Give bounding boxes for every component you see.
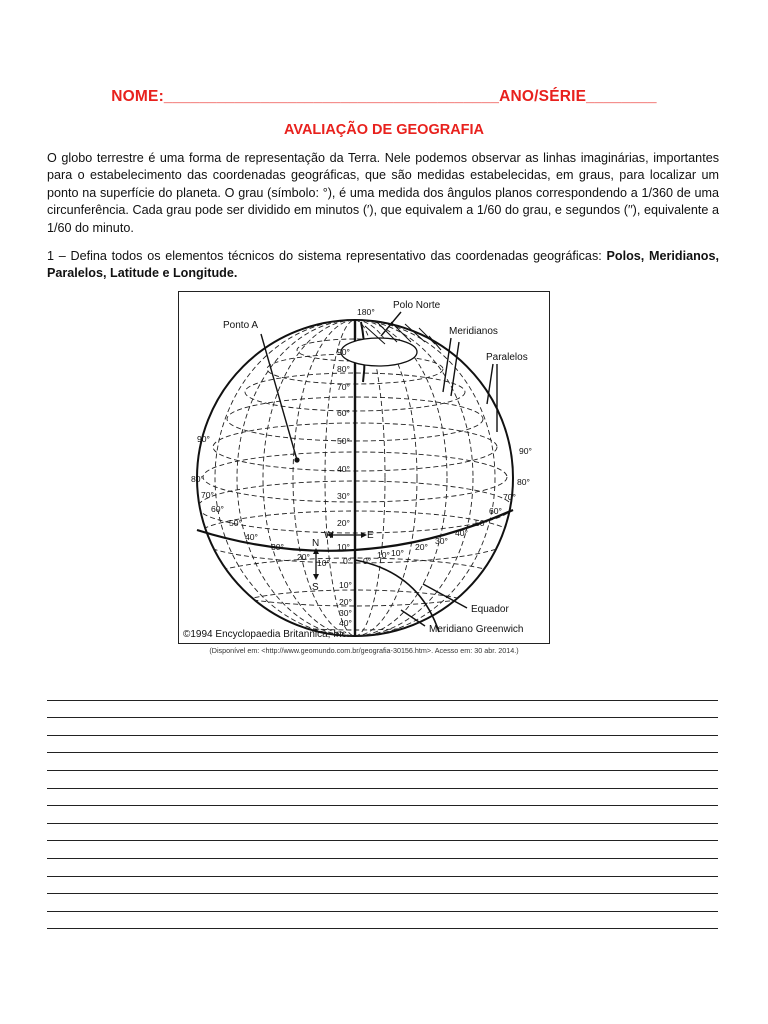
label-ponto-a: Ponto A	[223, 320, 259, 331]
answer-line[interactable]	[47, 877, 718, 895]
page-title: AVALIAÇÃO DE GEOGRAFIA	[283, 122, 485, 138]
answer-line[interactable]	[47, 824, 718, 842]
deg-label: 20°	[337, 518, 350, 528]
deg-label: 30°	[435, 536, 448, 546]
deg-label: 40°	[245, 532, 258, 542]
answer-line[interactable]	[47, 841, 718, 859]
deg-label: 50°	[475, 518, 488, 528]
deg-label: 80°	[337, 364, 350, 374]
deg-label: 60°	[489, 506, 502, 516]
answer-line[interactable]	[47, 718, 718, 736]
deg-label: 80°	[191, 474, 204, 484]
deg-label: 90°	[519, 446, 532, 456]
compass-s: S	[312, 582, 319, 593]
deg-label: 60°	[211, 504, 224, 514]
deg-label: 0°	[363, 556, 372, 566]
deg-label: 40°	[337, 464, 350, 474]
deg-label: 20°	[339, 597, 352, 607]
deg-label: 60°	[337, 408, 350, 418]
answer-line[interactable]	[47, 859, 718, 877]
deg-label: 80°	[517, 477, 530, 487]
answer-line[interactable]	[47, 789, 718, 807]
deg-label: 10°	[339, 580, 352, 590]
degree-labels-center-south	[339, 580, 352, 628]
globe-figure	[178, 291, 550, 644]
north-pole-cap	[341, 338, 417, 366]
answer-line[interactable]	[47, 753, 718, 771]
label-meridiano-greenwich: Meridiano Greenwich	[429, 624, 524, 635]
deg-label: 30°	[339, 608, 352, 618]
answer-line[interactable]	[47, 736, 718, 754]
question-1-terms: Polos, Meridianos, Paralelos, Latitude e Longitude.	[47, 249, 719, 281]
deg-label: 10°	[391, 548, 404, 558]
deg-label: 0°	[343, 556, 352, 566]
question-1	[47, 248, 719, 283]
answer-lines	[47, 683, 718, 929]
deg-label: 20°	[415, 542, 428, 552]
deg-label: 40°	[339, 618, 352, 628]
deg-label: 40°	[455, 528, 468, 538]
label-equador: Equador	[471, 604, 509, 615]
student-name-grade-line: NOME:______________________________________ANO/SÉRIE________	[111, 88, 657, 105]
compass-n: N	[312, 538, 320, 549]
deg-label: 10°	[317, 558, 330, 568]
deg-label: 70°	[337, 382, 350, 392]
deg-180: 180°	[357, 307, 375, 317]
figure-source-caption: (Disponível em: <http://www.geomundo.com.br/geografia-30156.htm>. Acesso em: 30 abr. 2014.)	[209, 646, 519, 655]
deg-label: 90°	[197, 434, 210, 444]
answer-line[interactable]	[47, 771, 718, 789]
deg-label: 30°	[337, 491, 350, 501]
compass-e: E	[367, 530, 374, 541]
deg-label: 10°	[377, 550, 390, 560]
answer-line[interactable]	[47, 912, 718, 930]
deg-label: 30°	[271, 542, 284, 552]
intro-paragraph: O globo terrestre é uma forma de representação da Terra. Nele podemos observar as linhas imaginárias, importantes para o estabelecimento das coordenadas geográficas, que são medidas estabelecidas, em graus, para localizar um ponto na superfície do planeta. O grau (símbolo: °), é uma medida dos ângulos planos correspondendo a 1/360 de uma circunferência. Cada grau pode ser dividido em minutos (′), que equivalem a 1/60 do grau, e segundos (′′), equivalente a 1/60 do minuto.	[47, 151, 719, 235]
deg-label: 50°	[337, 436, 350, 446]
deg-label: 10°	[337, 542, 350, 552]
deg-label: 70°	[201, 490, 214, 500]
question-1-prefix: 1 – Defina todos os elementos técnicos do sistema representativo das coordenadas geográficas:	[47, 249, 607, 263]
answer-line[interactable]	[47, 683, 718, 701]
label-meridianos: Meridianos	[449, 326, 498, 337]
deg-label: 20°	[297, 552, 310, 562]
answer-line[interactable]	[47, 701, 718, 719]
deg-label: 50°	[229, 518, 242, 528]
compass-w: W	[324, 530, 334, 541]
deg-label: 70°	[503, 492, 516, 502]
label-polo-norte: Polo Norte	[393, 300, 441, 311]
point-a-marker	[294, 457, 299, 462]
globe-illustration	[179, 292, 550, 644]
answer-line[interactable]	[47, 894, 718, 912]
label-copyright: ©1994 Encyclopaedia Britannica, Inc.	[183, 629, 350, 640]
deg-label: 90°	[337, 347, 350, 357]
label-paralelos: Paralelos	[486, 352, 528, 363]
answer-line[interactable]	[47, 806, 718, 824]
